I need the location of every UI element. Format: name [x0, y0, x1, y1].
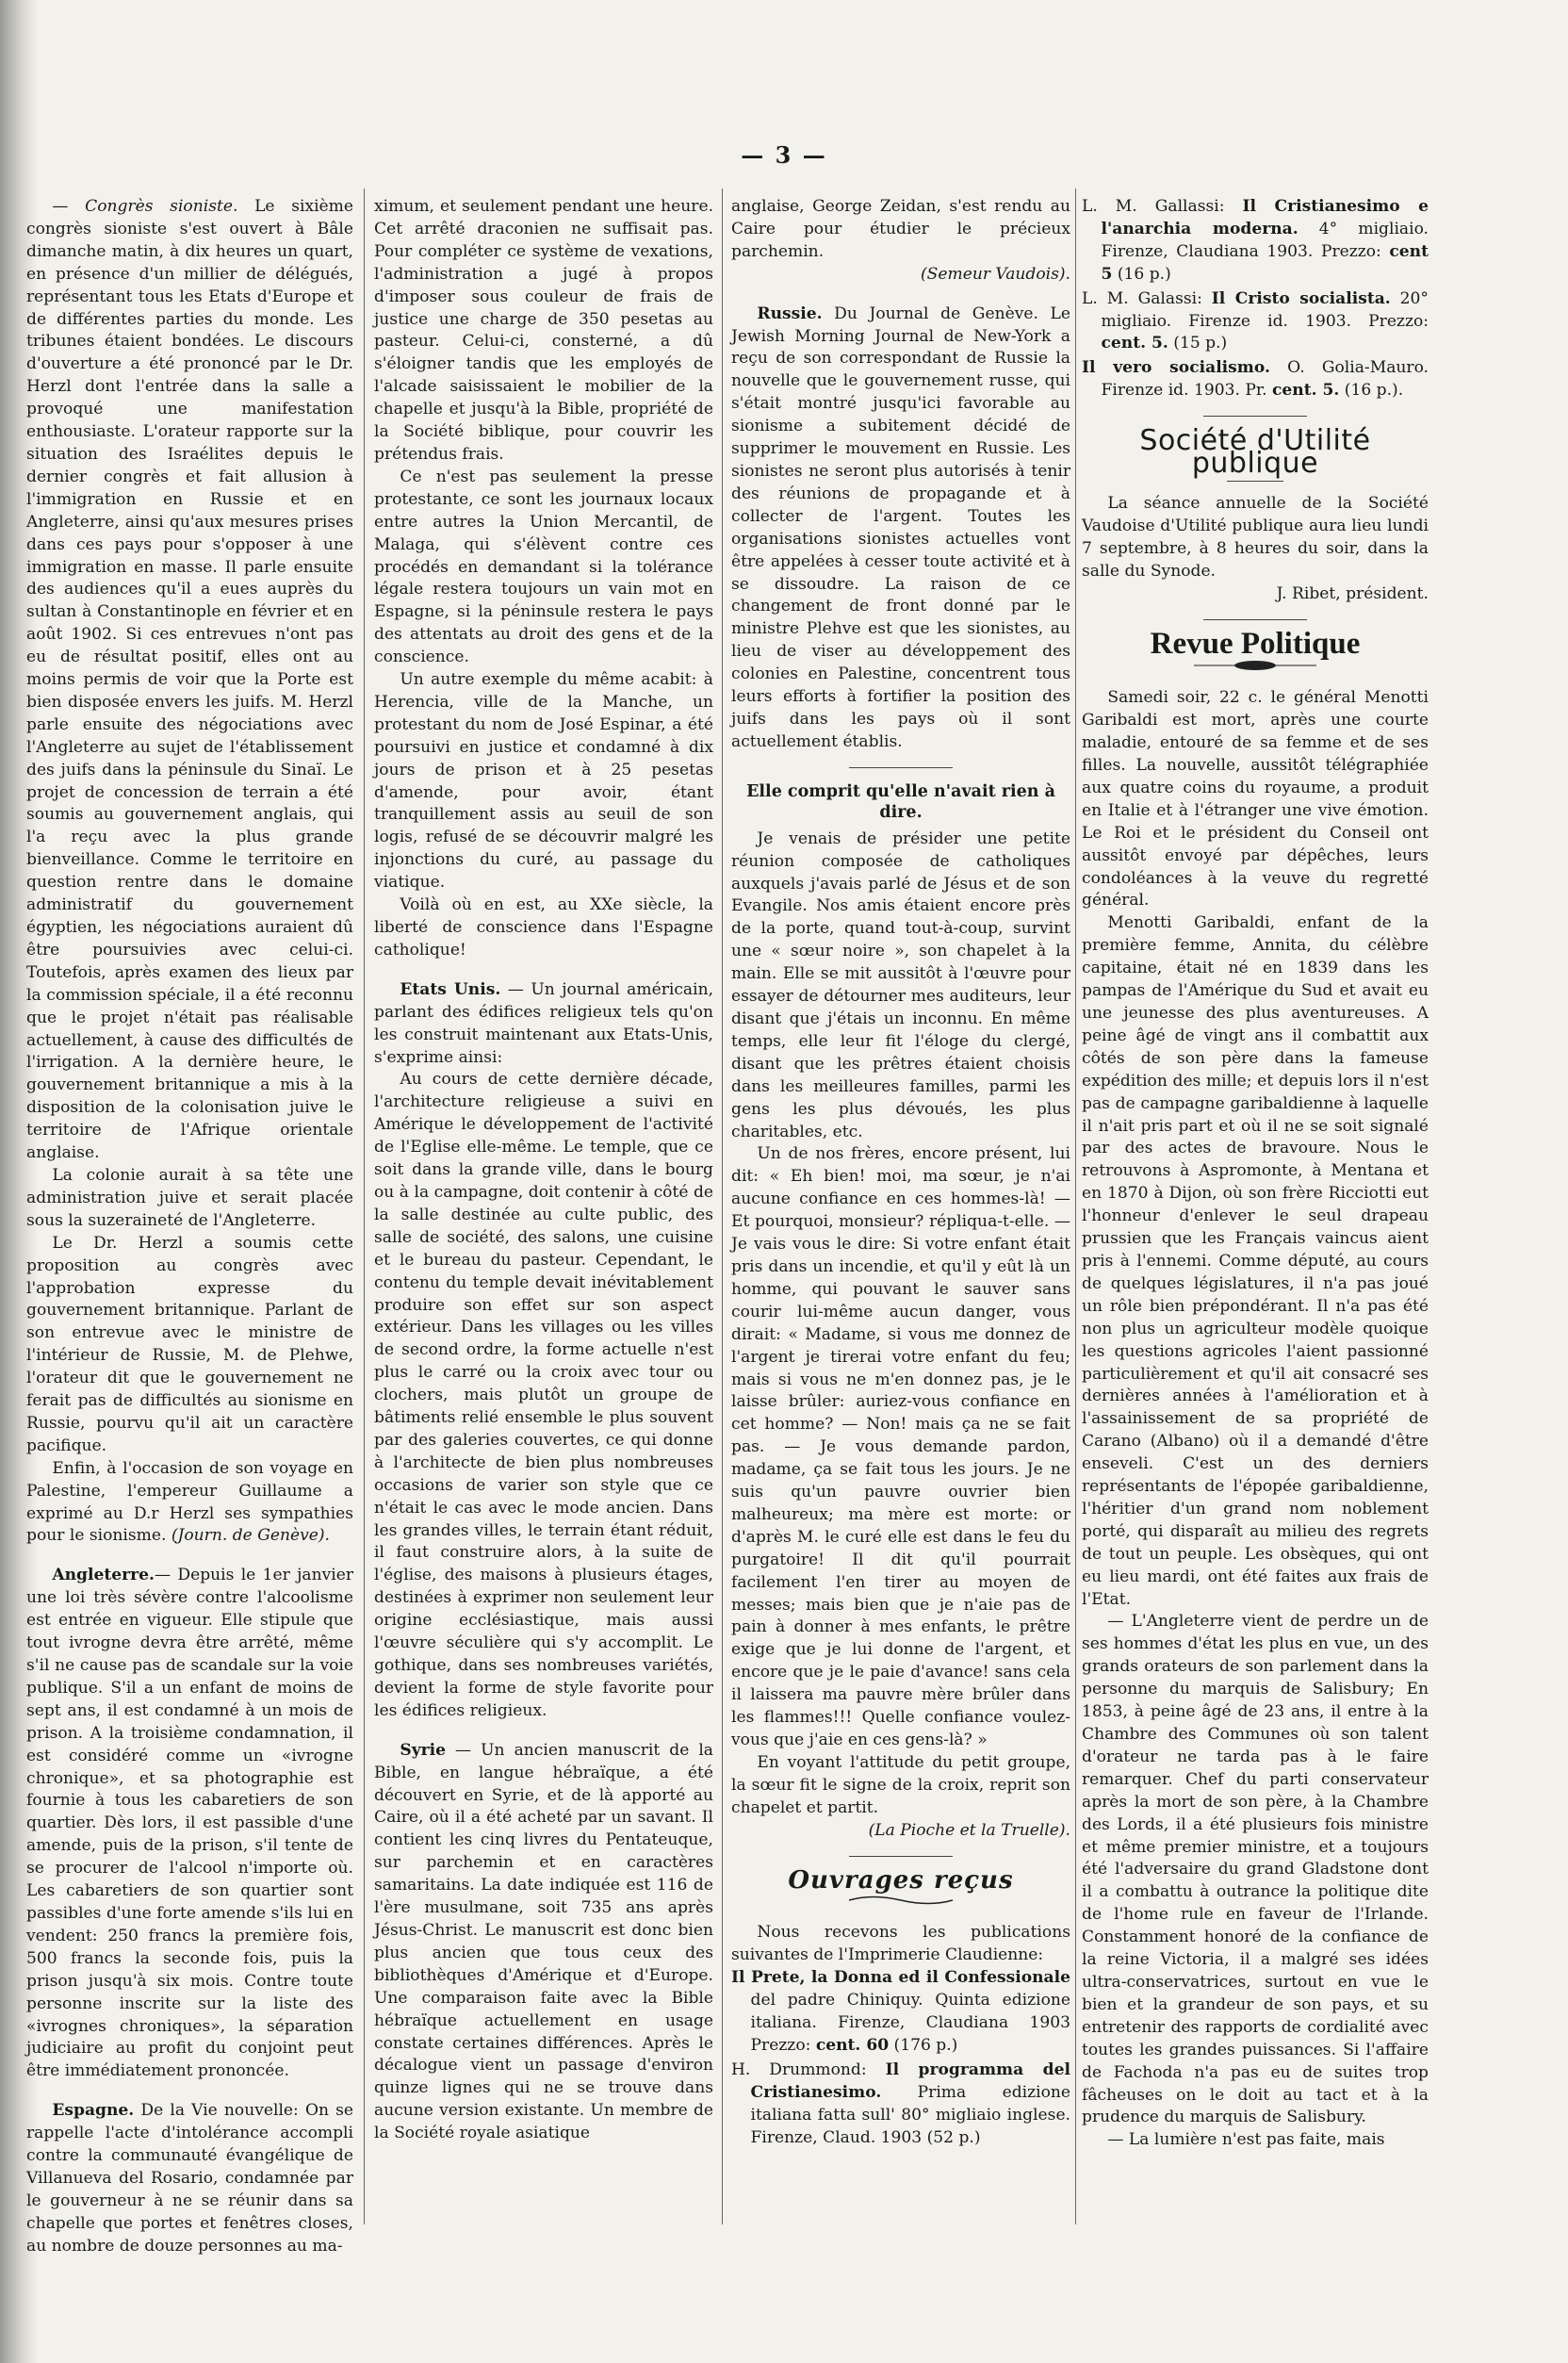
source-citation: (Journ. de Genève). [171, 1526, 330, 1546]
column-rule [722, 189, 723, 2224]
column-2 [374, 196, 713, 2145]
book-title: Il Cristo socialista. [1211, 288, 1391, 308]
paragraph: Menotti Garibaldi, enfant de la première femme, Annita, du célèbre capitaine, était né en 1839 dans les pampas de l'Amérique du Sud et avait eu une jeunesse des plus aventureuses. A peine âgé de vingt ans il combattit aux côtés de son père dans la fameuse expédition des mille; et depuis lors il n'est pas de campagne garibaldienne à laquelle il n'ait pris part et où il ne se soit signalé par des actes de bravoure. Nous le retrouvons à Aspromonte, à Mentana et en 1870 à Dijon, où son frère Ricciotti eut l'honneur d'enlever le seul drapeau prussien que les Français vaincus aient pris à l'ennemi. Comme député, au cours de quelques législatures, il n'a pas joué un rôle bien prépondérant. Il n'a pas été non plus un agriculteur modèle quoique les questions agricoles l'aient passionné particulièrement et qu'il ait consacré ses dernières années à l'amélioration et à l'assainissement de sa propriété de Carano (Albano) où il a demandé d'être enseveli. C'est un des derniers représentants de l'épopée garibaldienne, l'héritier d'un grand nom noblement porté, qui disparaît au milieu des regrets de tout un peuple. Les obsèques, qui ont eu lieu mardi, ont été faites aux frais de l'Etat. [1082, 913, 1429, 1609]
paragraph: Un de nos frères, encore présent, lui dit: « Eh bien! moi, ma sœur, je n'ai aucune confiance en ces hommes-là! — Et pourquoi, monsieur? répliqua-t-elle. — Je vais vous le dire: Si votre enfant était pris dans un incendie, et qu'il y eût là un homme, qui pouvant le sauver sans courir lui-même aucun danger, vous dirait: « Madame, si vous me donnez de l'argent je tirerai votre enfant du feu; mais si vous ne m'en donnez pas, je le laisse brûler: auriez-vous confiance en cet homme? — Non! mais ça ne se fait pas. — Je vous demande pardon, madame, ça se fait tous les jours. Je ne suis qu'un pauvre ouvrier bien malheureux; ma mère est morte: or d'après M. le curé elle est dans le feu du purgatoire! Il dit qu'il pourrait facilement l'en tirer au moyen de messes; mais bien que je n'aie pas de pain à donner à mes enfants, le prêtre exige que je lui donne de l'argent, et encore que je le paie d'avance! sans cela il laissera ma pauvre mère brûler dans les flammes!!! Quelle confiance voulez-vous que j'aie en ces gens-là? » [731, 1144, 1070, 1749]
column-rule [364, 189, 365, 2224]
book-title: Il Prete, la Donna ed il Confessionale [731, 1968, 1070, 1988]
article-text: Du Journal de Genève. Le Jewish Morning Journal de New-York a reçu de son correspondant de Russie la nouvelle que le gouvernement russe, qui s'était montré jusqu'ici favorable au sionisme a subitement décidé de supprimer le mouvement en Russie. Les sionistes ne seront plus autorisés à tenir des réunions de propagande et à collecter de l'argent. Toutes les organisations sionistes actuelles vont être appelées à cesser toute activité et à se dissoudre. La raison de ce changement de front donné par le ministre Plehve est que les sionistes, au lieu de viser au développement des colonies en Palestine, concentrent tous leurs efforts à fortifier la position des juifs dans les pays où il sont actuellement établis. [731, 304, 1070, 751]
article-text: — Depuis le 1er janvier une loi très sévère contre l'alcoolisme est entrée en vigueur. Elle stipule que tout ivrogne devra être arrêté, même s'il ne cause pas de scandale sur la voie publique. S'il a un enfant de moins de sept ans, il est condamné à un mois de prison. A la troisième condamnation, il est considéré comme un «ivrogne chronique», et sa photographie est fournie à tous les cabaretiers de son quartier. Dès lors, il est passible d'une amende, puis de la prison, s'il tente de se procurer de l'alcool n'importe où. Les cabaretiers de son quartier sont passibles d'une forte amende s'ils lui en vendent: 250 francs la première fois, 500 francs la seconde fois, puis la prison jusqu'à six mois. Contre toute personne inscrite sur la liste des «ivrognes chroniques», la séparation judiciaire au profit du conjoint peut être immédiatement prononcée. [26, 1566, 353, 2081]
paragraph-text: Enfin, à l'occasion de son voyage en Palestine, l'empereur Guillaume a exprimé au D.r Herzl ses sympathies pour le sionisme. [26, 1458, 353, 1546]
story-title: Elle comprit qu'elle n'avait rien à dire. [746, 781, 1055, 822]
divider [849, 767, 953, 768]
paragraph: — La lumière n'est pas faite, mais [1107, 2130, 1385, 2150]
paragraph: ximum, et seulement pendant une heure. Cet arrêté draconien ne suffisait pas. Pour compléter ce système de vexations, l'administration a jugé à propos d'imposer sous couleur de frais de justice une charge de 350 pesetas au pasteur. Celui-ci, consterné, a dû s'éloigner tandis que les employés de l'alcade saisissaient le mobilier de la chapelle et jusqu'à la Bible, propriété de la Société biblique, pour couvrir les prétendus frais. [374, 197, 713, 464]
column-rule [1075, 189, 1076, 2224]
book-author: H. Drummond: [731, 2059, 886, 2079]
article-russie [731, 304, 1070, 754]
section-title-societe: Société d'Utilité publique [1139, 424, 1371, 481]
column-1 [26, 196, 353, 2258]
paragraph: Un autre exemple du même acabit: à Herencia, ville de la Manche, un protestant du nom de José Espinar, a été poursuivi en justice et condamné à dix jours de prison et à 25 pesetas d'amende, pour avoir, étant tranquillement assis au seuil de son logis, refusé de se découvrir malgré les injonctions du curé, au passage du viatique. [374, 670, 713, 893]
article-text: — Un ancien manuscrit de la Bible, en langue hébraïque, a été découvert en Syrie, et de là apporté au Caire, où il a été acheté par un savant. Il contient les cinq livres du Pentateuque, sur parchemin et en caractères samaritains. La date indiquée est 116 de l'ère musulmane, soit 735 ans après Jésus-Christ. Le manuscrit est donc bien plus ancien que tous ceux des bibliothèques d'Amérique et d'Europe. Une comparaison faite avec la Bible hébraïque actuellement en usage constate certaines différences. Après le décalogue vient un passage d'environ quinze lignes qui ne se trouve dans aucune version existante. Un membre de la Société royale asiatique [374, 1740, 713, 2143]
book-price: cent. 5. [1101, 334, 1168, 353]
source-citation: (La Pioche et la Truelle). [868, 1820, 1070, 1840]
book-entry [731, 2059, 1070, 2150]
signature: J. Ribet, président. [1276, 583, 1429, 603]
ornament-icon [731, 1892, 1070, 1914]
paragraph: anglaise, George Zeidan, s'est rendu au Caire pour étudier le précieux parchemin. [731, 197, 1070, 261]
column-4 [1082, 196, 1429, 2152]
book-entry [1082, 196, 1429, 287]
book-details: 20° migliaio. Firenze id. 1903. Prezzo: [1101, 288, 1429, 331]
book-details: Prima edizione italiana fatta sull' 80° migliaio inglese. Firenze, Claud. 1903 (52 p.) [750, 2082, 1070, 2147]
section-title-ouvrages: Ouvrages reçus [788, 1865, 1014, 1895]
paragraph: Voilà où en est, au XXe siècle, la liberté de conscience dans l'Espagne catholique! [374, 895, 713, 960]
paragraph: — L'Angleterre vient de perdre un de ses hommes d'état les plus en vue, un des grands orateurs de son parlement dans la personne du marquis de Salisbury; En 1853, à peine âgé de 23 ans, il entre à la Chambre des Communes où son talent d'orateur ne tarda pas à le faire remarquer. Chef du parti conservateur après la mort de son père, à la Chambre des Lords, il a été plusieurs fois ministre et même premier ministre, et a toujours été l'adversaire du grand Gladstone dont il a combattu à outrance la politique dite de l'home rule en faveur de l'Irlande. Constamment honoré de la confiance de la reine Victoria, il a malgré ses idées ultra-conservatrices, surtout en vue le bien et la grandeur de son pays, et su entretenir des rapports de cordialité avec toutes les grandes puissances. Si l'affaire de Fachoda n'a pas eu de suites trop fâcheuses on le doit au tact et à la prudence du marquis de Salisbury. [1082, 1612, 1429, 2127]
article-angleterre [26, 1565, 353, 2083]
article-espagne [26, 2100, 353, 2257]
divider [1203, 416, 1307, 417]
book-title: Il vero socialismo. [1082, 358, 1270, 378]
book-entry [1082, 288, 1429, 356]
article-lead: Espagne. [52, 2101, 135, 2121]
page-number: — 3 — [741, 141, 827, 169]
paragraph [26, 1458, 353, 1549]
book-author: L. M. Galassi: [1082, 288, 1212, 308]
paragraph: La séance annuelle de la Société Vaudoise d'Utilité publique aura lieu lundi 7 septembre, à 8 heures du soir, dans la salle du Synode. [1082, 493, 1429, 581]
book-entry [731, 1967, 1070, 2058]
book-author: L. M. Gallassi: [1082, 197, 1243, 216]
source-citation: (Semeur Vaudois). [921, 264, 1070, 284]
book-pages: (176 p.) [889, 2035, 958, 2055]
book-price: cent. 5. [1272, 381, 1340, 401]
book-details: O. Golia-Mauro. Firenze id. 1903. Pr. [1101, 358, 1429, 401]
book-pages: (16 p.). [1339, 381, 1404, 401]
book-pages: (15 p.) [1168, 334, 1228, 353]
article-lead: Etats Unis. [400, 979, 501, 999]
paragraph: En voyant l'attitude du petit groupe, la sœur fit le signe de la croix, reprit son chapelet et partit. [731, 1752, 1070, 1817]
paragraph: La colonie aurait à sa tête une administration juive et serait placée sous la suzeraineté de l'Angleterre. [26, 1165, 353, 1230]
column-3 [731, 196, 1070, 2151]
article-syrie [374, 1740, 713, 2145]
paragraph: Au cours de cette dernière décade, l'architecture religieuse a suivi en Amérique le développement de l'activité de l'Eglise elle-même. Le temple, que ce soit dans la grande ville, dans le bourg ou à la campagne, doit contenir à côté de la salle destinée au culte public, des salle de société, des salons, une cuisine et le bureau du pasteur. Cependant, le contenu du temple devait inévitablement produire son effet sur son aspect extérieur. Dans les villages ou les villes de second ordre, la forme actuelle n'est plus le carré ou la croix avec tour ou clochers, mais plutôt un groupe de bâtiments relié ensemble le plus souvent par des galeries couvertes, ce qui donne à l'architecte de bien plus nombreuses occasions de varier son style que ce n'était le cas avec le mode ancien. Dans les grandes villes, le terrain étant réduit, il faut construire alors, à la suite de l'église, des maisons à plusieurs étages, destinées à exprimer non seulement leur origine ecclésiastique, mais aussi l'œuvre séculière qui s'y accomplit. Le gothique, dans ses nombreuses variétés, devient la forme de style favorite pour les édifices religieux. [374, 1070, 713, 1720]
article-text: — Un journal américain, parlant des édifices religieux tels qu'on les construit maintenant aux Etats-Unis, s'exprime ainsi: [374, 979, 714, 1067]
book-title: Il Cristianesimo e l'anarchia moderna. [1101, 197, 1429, 238]
ornament-icon [1082, 657, 1429, 680]
divider [1227, 481, 1283, 482]
article-lead: Angleterre. [52, 1566, 155, 1585]
article-lead: Russie. [757, 304, 823, 323]
article-lead: Syrie [400, 1740, 447, 1760]
book-pages: (16 p.) [1112, 264, 1171, 284]
book-details: del padre Chiniquy. Quinta edizione italiana. Firenze, Claudiana 1903 Prezzo: [750, 1991, 1070, 2055]
divider [1203, 619, 1307, 620]
article-etats-unis [374, 979, 713, 1070]
article-text: Le sixième congrès sioniste s'est ouvert à Bâle dimanche matin, à dix heures un quart, en présence d'un millier de délégués, représentant tous les Etats d'Europe et de différentes parties du monde. Les tribunes étaient bondées. Le discours d'ouverture a été prononcé par le Dr. Herzl dont l'entrée dans la salle a provoqué une manifestation enthousiaste. L'orateur rapporte sur la situation des Israélites depuis le dernier congrès et fait allusion à l'immigration en Russie et en Angleterre, ainsi qu'aux mesures prises dans ces pays pour s'opposer à une immigration en masse. Il parle ensuite des audiences qu'il a eues auprès du sultan à Constantinople en février et en août 1902. Si ces entrevues n'ont pas eu de résultat positif, elles ont au moins permis de voir que la Porte est bien disposée envers les juifs. M. Herzl parle ensuite des négociations avec l'Angleterre au sujet de l'établissement des juifs dans la péninsule du Sinaï. Le projet de concession de terrain a été soumis au gouvernement anglais, qui l'a reçu avec la plus grande bienveillance. Comme le territoire en question rentre dans le domaine administratif du gouvernement égyptien, les négociations auraient dû être poursuivies avec celui-ci. Toutefois, après examen des lieux par la commission spéciale, il a été reconnu que le projet n'était pas réalisable actuellement, à cause des difficultés de l'irrigation. A la dernière heure, le gouvernement britannique a mis à la disposition de la colonisation juive le territoire de l'Afrique orientale anglaise. [26, 197, 353, 1163]
paragraph: Nous recevons les publications suivantes de l'Imprimerie Claudienne: [731, 1923, 1070, 1965]
article-text: De la Vie nouvelle: On se rappelle l'acte d'intolérance accompli contre la communauté évangélique de Villanueva del Rosario, condamnée par le gouverneur à ne se réunir dans sa chapelle que portes et fenêtres closes, au nombre de douze personnes au ma- [26, 2101, 353, 2256]
paragraph: Je venais de présider une petite réunion composée de catholiques auxquels j'avais parlé de Jésus et de son Evangile. Nos amis étaient encore près de la porte, quand tout-à-coup, survint une « sœur noire », son chapelet à la main. Elle se mit aussitôt à l'œuvre pour essayer de détourner mes auditeurs, leur disant que j'étais un inconnu. En même temps, elle leur fit l'éloge du clergé, disant que les prêtres étaient choisis dans les meilleures familles, parmi les gens les plus dévoués, les plus charitables, etc. [731, 829, 1070, 1141]
article-lead: — Congrès sioniste. [52, 197, 238, 216]
book-title: Il programma del Cristianesimo. [750, 2059, 1070, 2102]
paragraph: Samedi soir, 22 c. le général Menotti Garibaldi est mort, après une courte maladie, entouré de sa femme et de ses filles. La nouvelle, aussitôt télégraphiée aux quatre coins du royaume, a produit en Italie et à l'étranger une vive émotion. Le Roi et le président du Conseil ont aussitôt envoyé par dépêches, leurs condoléances à la veuve du regretté général. [1082, 688, 1429, 911]
paragraph: Ce n'est pas seulement la presse protestante, ce sont les journaux locaux entre autres la Union Mercantil, de Malaga, qui s'élèvent contre ces procédés en demandant si la tolérance légale restera toujours un vain mot en Espagne, si la péninsule restera le pays des attentats au droit des gens et de la conscience. [374, 467, 713, 667]
book-details: 4° migliaio. Firenze, Claudiana 1903. Prezzo: [1101, 219, 1429, 261]
paragraph: Le Dr. Herzl a soumis cette proposition au congrès avec l'approbation expresse du gouvernement britannique. Parlant de son entrevue avec le ministre de l'intérieur de Russie, M. de Plehwe, l'orateur dit que le gouvernement ne ferait pas de difficultés au sionisme en Russie, pourvu qu'il ait un caractère pacifique. [26, 1233, 353, 1455]
book-entry [1082, 357, 1429, 402]
book-price: cent 5 [1101, 241, 1429, 284]
section-title-revue: Revue Politique [1150, 626, 1361, 661]
article-congres-sioniste [26, 196, 353, 1165]
book-price: cent. 60 [815, 2035, 890, 2055]
divider [849, 1856, 953, 1857]
